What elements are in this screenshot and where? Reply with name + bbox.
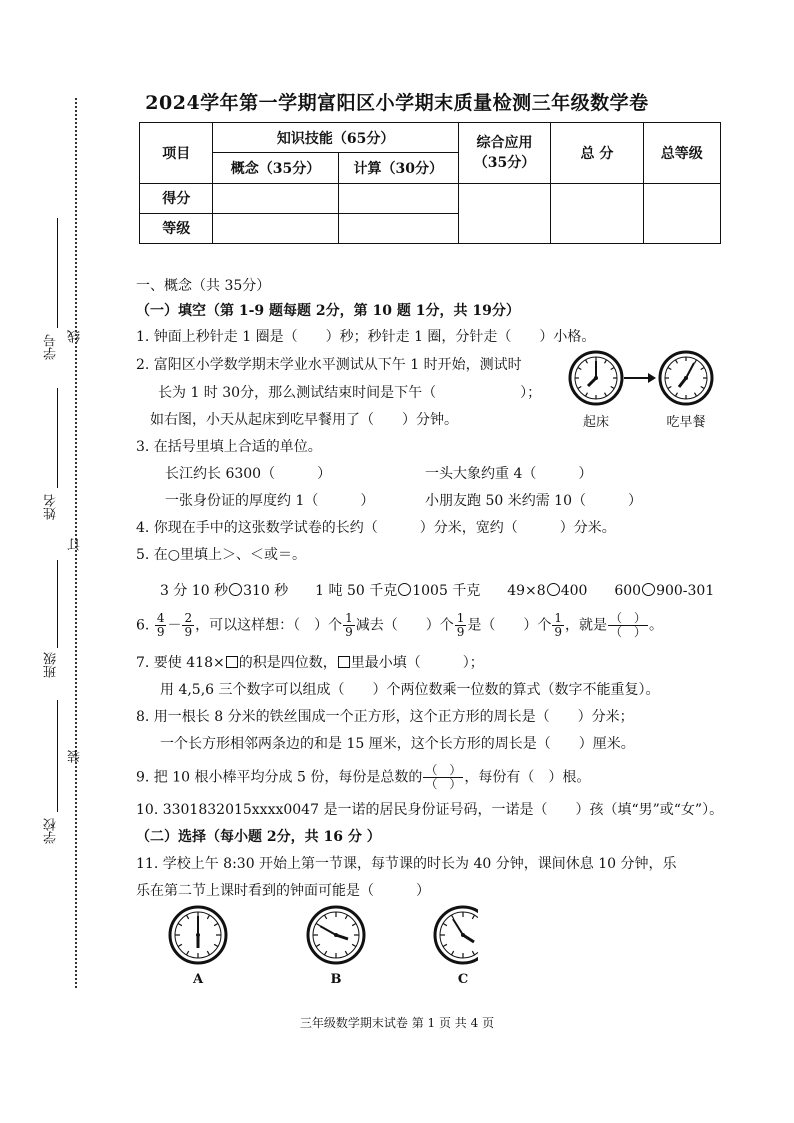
header-application-label: 综合应用 — [476, 134, 533, 151]
fraction-numerator: 1 — [554, 611, 563, 625]
question-7-line1 — [136, 652, 484, 672]
question-11-line1: 11. 学校上午 8:30 开始上第一节课，每节课的时长为 40 分钟，课间休息 10 分钟，乐 — [136, 856, 677, 872]
side-line-char: 线 — [68, 330, 83, 343]
fraction — [455, 612, 467, 639]
cell-score-concept[interactable] — [213, 183, 338, 213]
question-2-line1: 2. 富阳区小学数学期末学业水平测试从下午 1 时开始，测试时 — [136, 357, 522, 373]
xuexiao-blank — [57, 700, 58, 812]
compare-circle-icon[interactable] — [398, 583, 411, 596]
cell-grade-concept[interactable] — [213, 213, 338, 243]
question-3: 3. 在括号里填上合适的单位。 — [136, 439, 322, 455]
fraction — [552, 612, 564, 639]
clock-icon — [308, 907, 364, 963]
header-application — [458, 123, 550, 184]
page-footer: 三年级数学期末试卷 第 1 页 共 4 页 — [299, 1016, 495, 1030]
clock-icon — [170, 907, 226, 963]
q6-text-1: ，可以这样想：（ ）个 — [195, 617, 343, 634]
xingming-label: 姓名 — [44, 494, 59, 520]
blank-square-icon[interactable] — [338, 656, 350, 668]
q7-text-1: 7. 要使 418× — [136, 655, 225, 671]
fraction-denominator: （ ） — [610, 625, 647, 639]
question-6 — [136, 612, 663, 639]
q7-text-3: 里最小填（ ）； — [350, 655, 484, 671]
fraction-numerator: 1 — [345, 611, 353, 625]
question-10: 10. 3301832015xxxx0047 是一诺的居民身份证号码，一诺是（ ）孩（填“男”或“女”）。 — [136, 802, 724, 818]
q7-text-2: 的积是四位数， — [238, 655, 337, 671]
q5d-left: 600 — [614, 583, 642, 599]
section-fill-heading: （一）填空（第 1-9 题每题 2分，第 10 题 1分，共 19分） — [136, 303, 520, 319]
question-5: 5. 在○里填上＞、＜或＝。 — [136, 547, 307, 563]
fraction — [182, 612, 194, 639]
question-4: 4. 你现在手中的这张数学试卷的长约（ ）分米，宽约（ ）分米。 — [136, 520, 616, 536]
clock-pair-q2 — [568, 350, 718, 410]
answer-fraction[interactable] — [608, 612, 648, 639]
header-calc: 计算（30分） — [338, 153, 458, 183]
cell-score-calc[interactable] — [338, 183, 458, 213]
row-grade-label: 等级 — [140, 213, 213, 243]
section-choice-heading: （二）选择（每小题 2分，共 16 分 ） — [136, 829, 381, 845]
fraction-denominator: （ ） — [425, 777, 462, 791]
fraction-denominator: 9 — [345, 625, 353, 639]
compare-circle-icon[interactable] — [547, 583, 560, 596]
header-knowledge: 知识技能（65分） — [213, 123, 458, 153]
header-application-score: （35分） — [473, 154, 536, 171]
question-3a: 长江约长 6300（ ） — [165, 466, 332, 482]
cell-grade-total[interactable] — [643, 183, 720, 244]
question-2-line3: 如右图，小天从起床到吃早餐用了（ ）分钟。 — [150, 412, 458, 428]
q5b-left: 1 吨 50 千克 — [315, 583, 398, 599]
compare-circle-icon[interactable] — [642, 583, 655, 596]
q9-text-1: 9. 把 10 根小棒平均分成 5 份，每份是总数的 — [136, 769, 423, 786]
q5a-left: 3 分 10 秒 — [160, 583, 229, 599]
q9-text-2: ，每份有（ ）根。 — [464, 769, 591, 786]
question-3d: 小朋友跑 50 米约需 10（ ） — [425, 493, 642, 509]
q6-text-4: ，就是 — [565, 617, 608, 634]
question-2-line2: 长为 1 时 30分，那么测试结束时间是下午（ ）； — [158, 385, 542, 401]
fraction — [155, 612, 167, 639]
clock-icon — [435, 907, 478, 963]
question-3b: 一头大象约重 4（ ） — [425, 466, 593, 482]
header-concept: 概念（35分） — [213, 153, 338, 183]
clock-icon — [660, 352, 712, 404]
blank-square-icon[interactable] — [226, 656, 238, 668]
q6-text-2: 减去（ ）个 — [355, 617, 454, 634]
header-total: 总 分 — [551, 123, 643, 184]
row-score-label: 得分 — [140, 183, 213, 213]
q5a-right: 310 秒 — [243, 583, 289, 599]
option-clocks — [168, 904, 478, 968]
fraction-denominator: 9 — [184, 625, 193, 639]
minus-sign: － — [167, 617, 182, 634]
question-1: 1. 钟面上秒针走 1 圈是（ ）秒；秒针走 1 圈，分针走（ ）小格。 — [136, 329, 596, 345]
clock-caption-breakfast: 吃早餐 — [666, 415, 706, 430]
cell-grade-calc[interactable] — [338, 213, 458, 243]
q5c-right: 400 — [560, 583, 588, 599]
q6-lead: 6. — [136, 617, 150, 634]
option-b[interactable]: B — [330, 972, 342, 987]
answer-fraction[interactable] — [423, 764, 463, 791]
fraction-numerator: （ ） — [425, 763, 462, 777]
option-a[interactable]: A — [192, 972, 204, 987]
xuehao-label: 学号 — [44, 334, 59, 360]
section-concept-heading: 一、概念（共 35分） — [136, 278, 271, 294]
xuexiao-label: 学校 — [44, 818, 59, 844]
question-11-line2: 乐在第二节上课时看到的钟面可能是（ ） — [136, 883, 430, 899]
q6-end: 。 — [649, 617, 664, 634]
option-c[interactable]: C — [457, 972, 469, 987]
cell-total[interactable] — [551, 183, 643, 244]
question-3c: 一张身份证的厚度约 1（ ） — [165, 493, 375, 509]
fraction-numerator: 4 — [156, 611, 165, 625]
q5c-left: 49×8 — [507, 583, 546, 599]
header-item: 项目 — [140, 123, 213, 184]
fraction-denominator: 9 — [456, 625, 465, 639]
question-8-line2: 一个长方形相邻两条边的和是 15 厘米，这个长方形的周长是（ ）厘米。 — [160, 736, 635, 752]
fraction-denominator: 9 — [156, 625, 165, 639]
question-8-line1: 8. 用一根长 8 分米的铁丝围成一个正方形，这个正方形的周长是（ ）分米； — [136, 709, 634, 725]
xuehao-blank — [57, 218, 58, 328]
q5b-right: 1005 千克 — [412, 583, 481, 599]
score-table — [139, 122, 721, 244]
banji-label: 班级 — [44, 652, 59, 678]
fraction-denominator: 9 — [554, 625, 563, 639]
xingming-blank — [57, 388, 58, 488]
header-grade-total: 总等级 — [643, 123, 720, 184]
page-title: 2024学年第一学期富阳区小学期末质量检测三年级数学卷 — [145, 92, 649, 114]
fraction — [343, 612, 355, 639]
cell-application[interactable] — [458, 183, 550, 244]
fraction-numerator: 2 — [184, 611, 193, 625]
question-7-line2: 用 4,5,6 三个数字可以组成（ ）个两位数乘一位数的算式（数字不能重复）。 — [160, 682, 660, 698]
fraction-numerator: （ ） — [610, 611, 647, 625]
side-zhuang-char: 装 — [68, 750, 83, 763]
question-9 — [136, 764, 590, 791]
clock-icon — [570, 352, 622, 404]
clock-caption-wake: 起床 — [582, 415, 609, 430]
q6-text-3: 是（ ）个 — [467, 617, 552, 634]
side-ding-char: 订 — [68, 538, 83, 551]
fraction-numerator: 1 — [456, 611, 465, 625]
question-5-items — [160, 580, 714, 600]
q5d-right: 900-301 — [656, 583, 715, 599]
banji-blank — [57, 560, 58, 648]
compare-circle-icon[interactable] — [229, 583, 242, 596]
